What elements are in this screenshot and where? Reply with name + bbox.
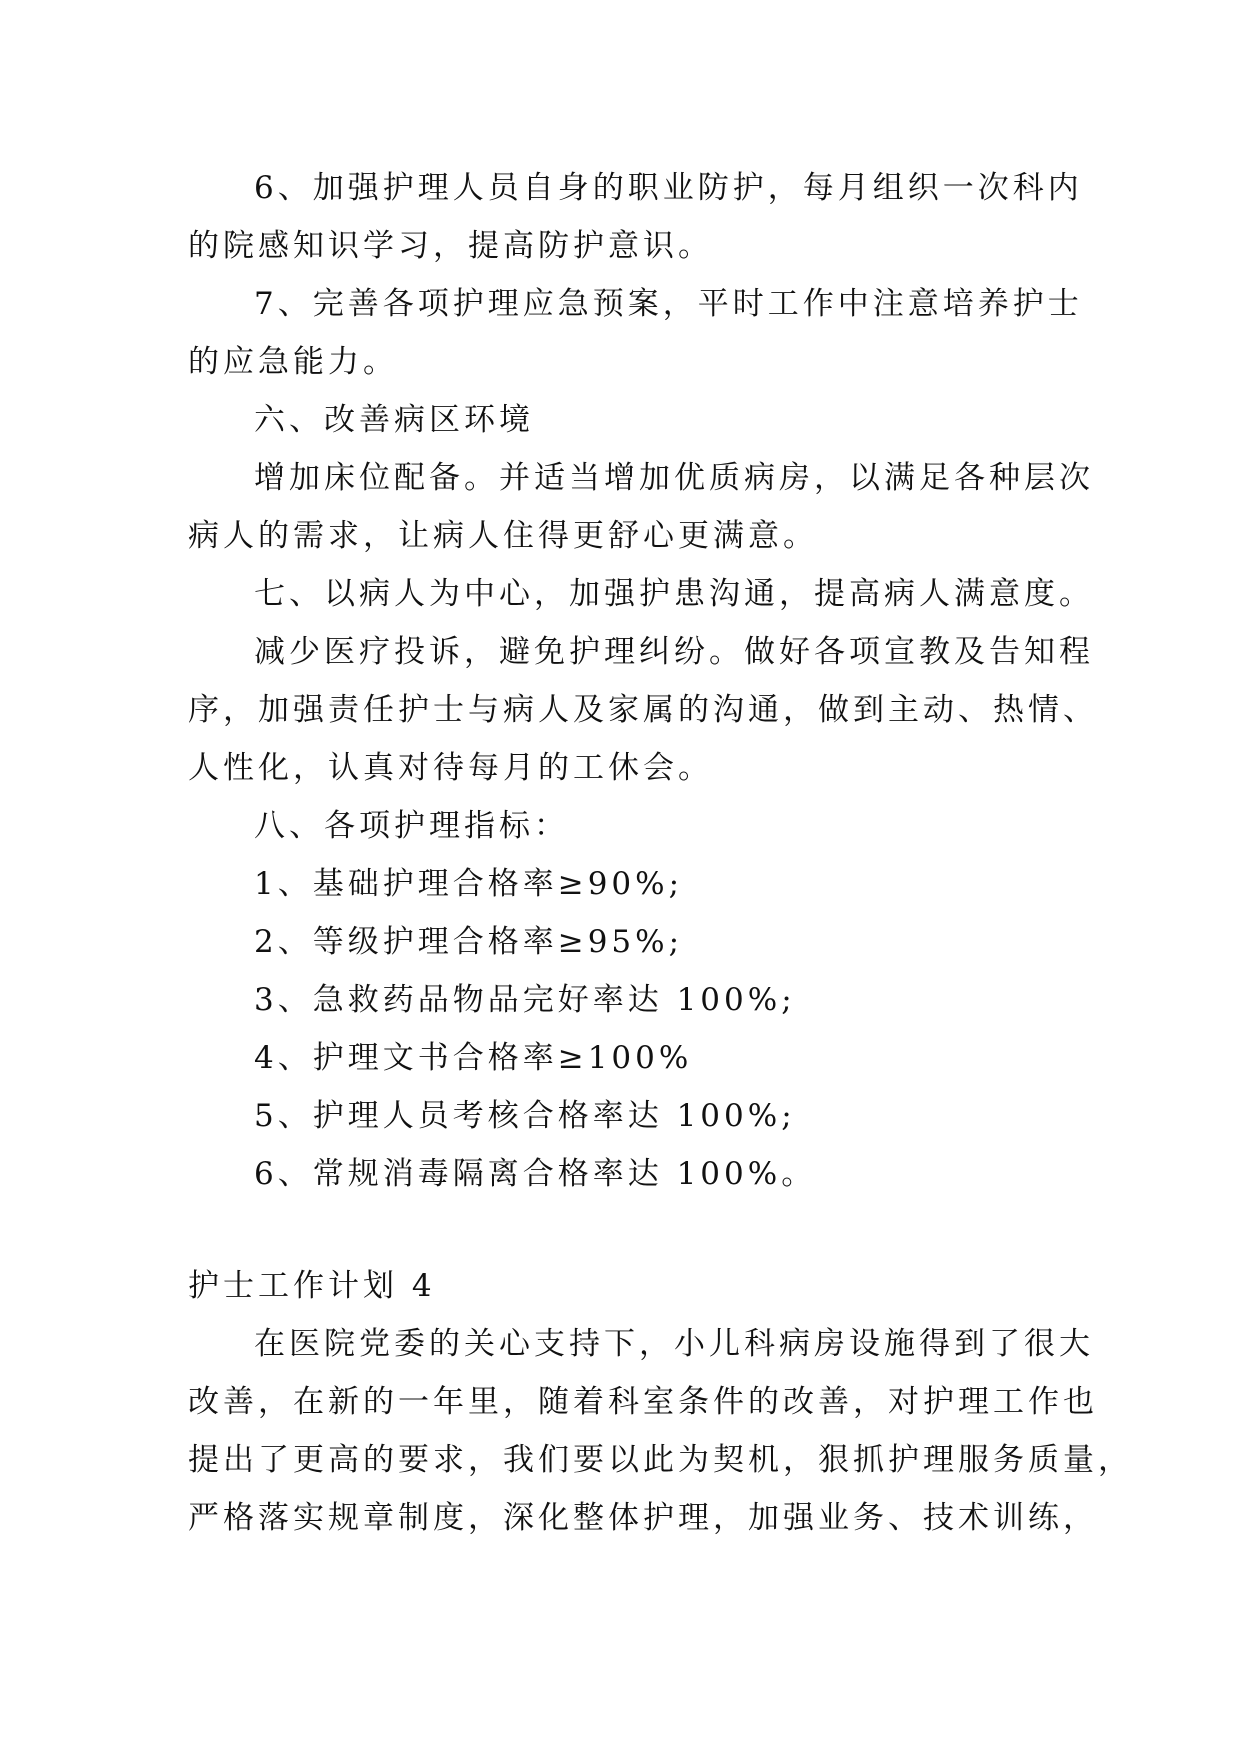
paragraph-line: 人性化，认真对待每月的工休会。 xyxy=(188,750,713,786)
paragraph-line: 的应急能力。 xyxy=(188,344,398,380)
paragraph-line: 6、加强护理人员自身的职业防护，每月组织一次科内 xyxy=(254,170,1083,206)
list-item: 2、等级护理合格率≥95%; xyxy=(254,924,684,960)
paragraph-line: 的院感知识学习，提高防护意识。 xyxy=(188,228,713,264)
section-heading: 六、改善病区环境 xyxy=(254,402,534,438)
list-item: 4、护理文书合格率≥100% xyxy=(254,1040,693,1076)
paragraph-line: 增加床位配备。并适当增加优质病房，以满足各种层次 xyxy=(254,460,1094,496)
paragraph-line: 减少医疗投诉，避免护理纠纷。做好各项宣教及告知程 xyxy=(254,634,1094,670)
paragraph-line: 病人的需求，让病人住得更舒心更满意。 xyxy=(188,518,818,554)
paragraph-line: 7、完善各项护理应急预案，平时工作中注意培养护士 xyxy=(254,286,1083,322)
paragraph-line: 序，加强责任护士与病人及家属的沟通，做到主动、热情、 xyxy=(188,692,1098,728)
section-heading: 七、以病人为中心，加强护患沟通，提高病人满意度。 xyxy=(254,576,1094,612)
list-item: 5、护理人员考核合格率达 100%; xyxy=(254,1098,796,1134)
list-item: 3、急救药品物品完好率达 100%; xyxy=(254,982,796,1018)
paragraph-line: 在医院党委的关心支持下，小儿科病房设施得到了很大 xyxy=(254,1326,1094,1362)
list-item: 1、基础护理合格率≥90%; xyxy=(254,866,684,902)
list-item: 6、常规消毒隔离合格率达 100%。 xyxy=(254,1156,817,1192)
paragraph-line: 改善，在新的一年里，随着科室条件的改善，对护理工作也 xyxy=(188,1384,1098,1420)
section-heading: 八、各项护理指标： xyxy=(254,808,569,844)
paragraph-line: 提出了更高的要求，我们要以此为契机，狠抓护理服务质量， xyxy=(188,1442,1133,1478)
paragraph-line: 严格落实规章制度，深化整体护理，加强业务、技术训练， xyxy=(188,1500,1098,1536)
document-title: 护士工作计划 4 xyxy=(188,1268,436,1304)
